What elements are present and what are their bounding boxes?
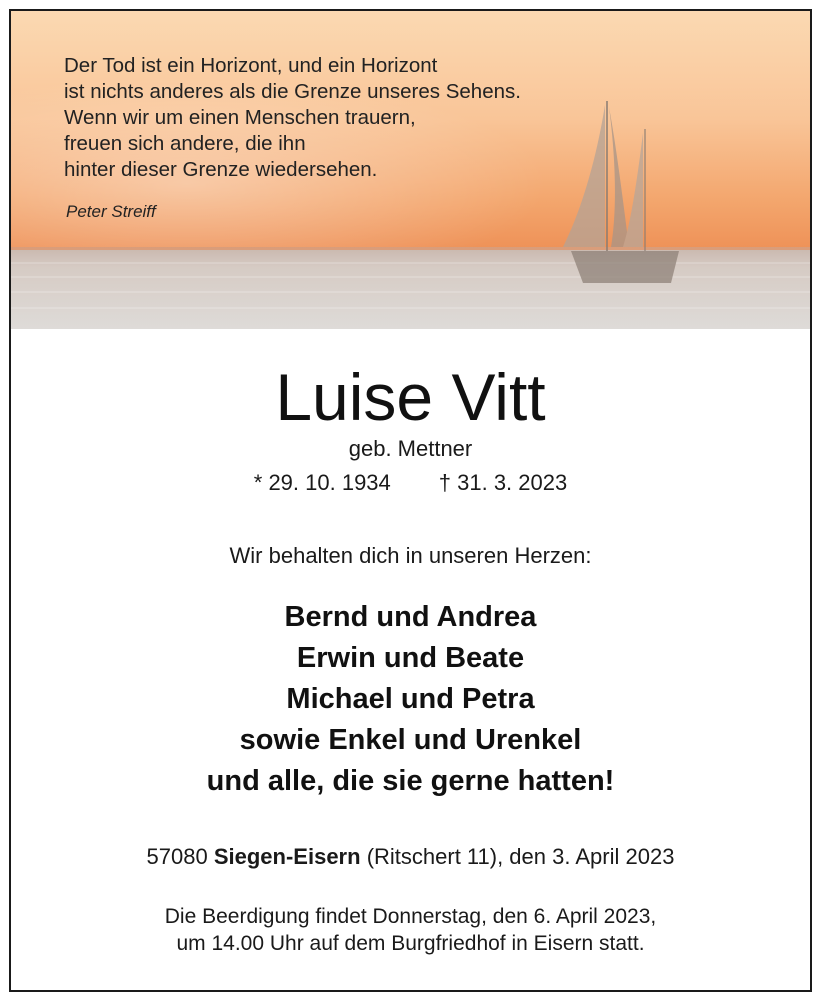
quote-line: Wenn wir um einen Menschen trauern, [64,106,416,129]
mourners-intro: Wir behalten dich in unseren Herzen: [229,543,592,568]
quote-line: Der Tod ist ein Horizont, und ein Horizont [64,54,438,77]
funeral-notice [11,903,810,957]
obituary-card [9,9,812,992]
deceased-name: Luise Vitt [275,360,546,434]
mourners-list [11,597,810,802]
mourner-line: Erwin und Beate [296,642,525,674]
mourner-line: Michael und Petra [286,683,535,715]
mourner-line: sowie Enkel und Urenkel [239,724,582,756]
quote [64,53,521,183]
quote-line: freuen sich andere, die ihn [64,132,306,155]
obituary-body [11,329,810,990]
quote-line: hinter dieser Grenze wiedersehen. [64,158,378,181]
zip-code: 57080 [146,844,208,869]
mourner-line: und alle, die sie gerne hatten! [206,765,615,797]
street-date: (Ritschert 11), den 3. April 2023 [366,844,675,869]
quote-line: ist nichts anderes als die Grenze unseres Sehens. [64,80,521,103]
birth-name: geb. Mettner [348,436,473,461]
birth-date: * 29. 10. 1934 [253,470,391,495]
city: Siegen-Eisern [213,844,361,869]
funeral-line: Die Beerdigung findet Donnerstag, den 6. April 2023, [164,905,657,928]
life-dates [11,470,810,496]
death-date: † 31. 3. 2023 [438,470,568,495]
place-and-date [11,843,810,871]
mourner-line: Bernd und Andrea [284,601,537,633]
funeral-line: um 14.00 Uhr auf dem Burgfriedhof in Eisern statt. [176,932,645,955]
sunset-header [11,11,810,329]
quote-author: Peter Streiff [66,202,156,221]
